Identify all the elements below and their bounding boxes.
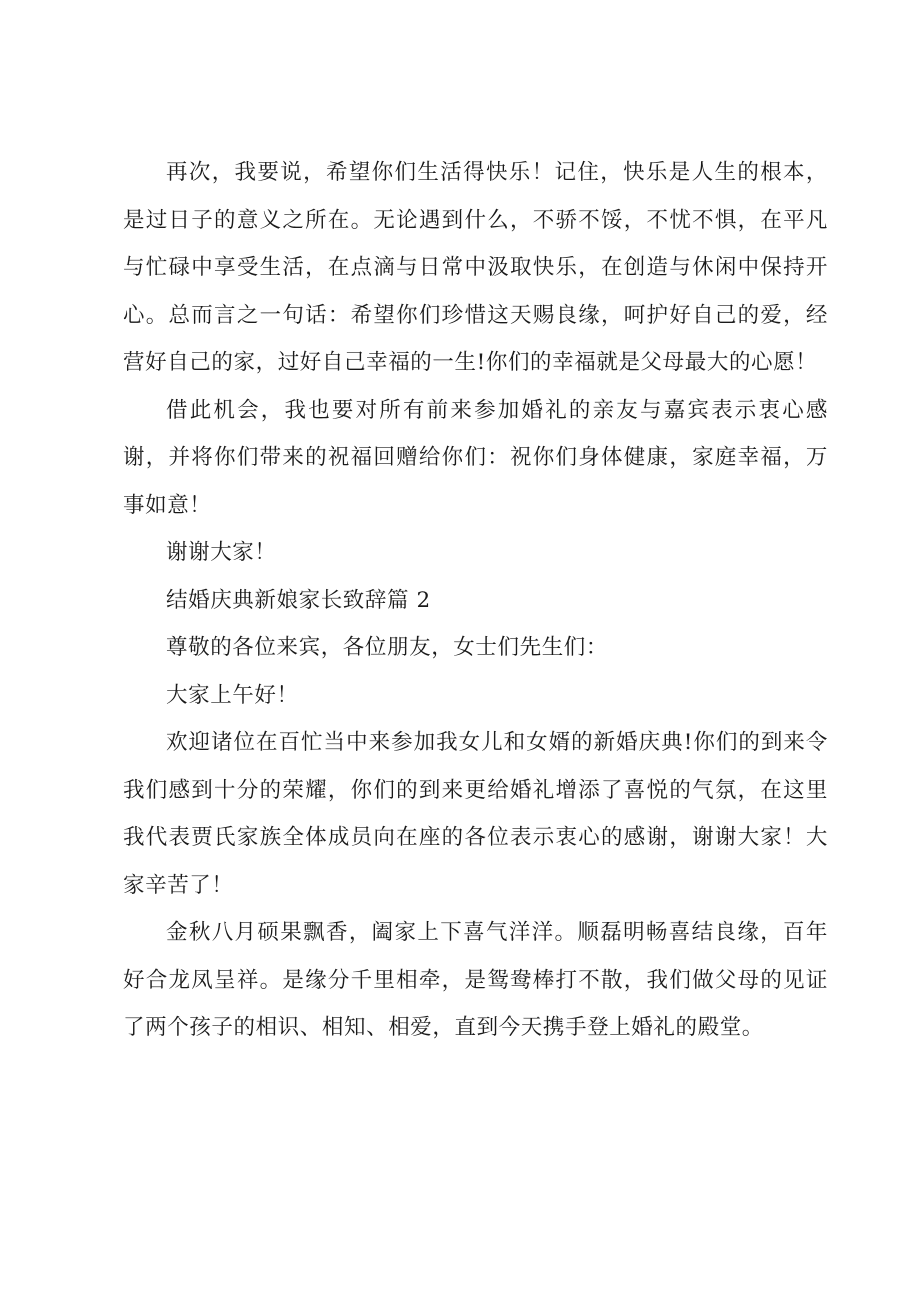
paragraph-autumn: 金秋八月硕果飘香，阖家上下喜气洋洋。顺磊明畅喜结良缘，百年好合龙凤呈祥。是缘分千里相牵，是鸳鸯棒打不散，我们做父母的见证了两个孩子的相识、相知、相爱，直到今天携手登上婚礼的殿堂。	[123, 920, 828, 1040]
paragraph-salutation: 尊敬的各位来宾，各位朋友，女士们先生们：	[166, 635, 609, 660]
paragraph-thank-you: 谢谢大家！	[166, 540, 277, 565]
paragraph-welcome: 欢迎诸位在百忙当中来参加我女儿和女婿的新婚庆典!你们的到来令我们感到十分的荣耀，你们的到来更给婚礼增添了喜悦的气氛，在这里我代表贾氏家族全体成员向在座的各位表示衷心的感谢，谢谢大家！大家辛苦了！	[123, 730, 828, 898]
paragraph-thanks-guests: 借此机会，我也要对所有前来参加婚礼的亲友与嘉宾表示衷心感谢，并将你们带来的祝福回赠给你们：祝你们身体健康，家庭幸福，万事如意！	[123, 397, 828, 518]
paragraph-wish-happiness: 再次，我要说，希望你们生活得快乐！记住，快乐是人生的根本，是过日子的意义之所在。无论遇到什么，不骄不馁，不忧不惧，在平凡与忙碌中享受生活，在点滴与日常中汲取快乐，在创造与休闲中保持开心。总而言之一句话：希望你们珍惜这天赐良缘，呵护好自己的爱，经营好自己的家，过好自己幸福的一生!你们的幸福就是父母最大的心愿！	[123, 160, 828, 375]
paragraph-greeting: 大家上午好！	[166, 682, 299, 708]
section-title: 结婚庆典新娘家长致辞篇 2	[166, 587, 431, 613]
document-body	[123, 149, 828, 1052]
